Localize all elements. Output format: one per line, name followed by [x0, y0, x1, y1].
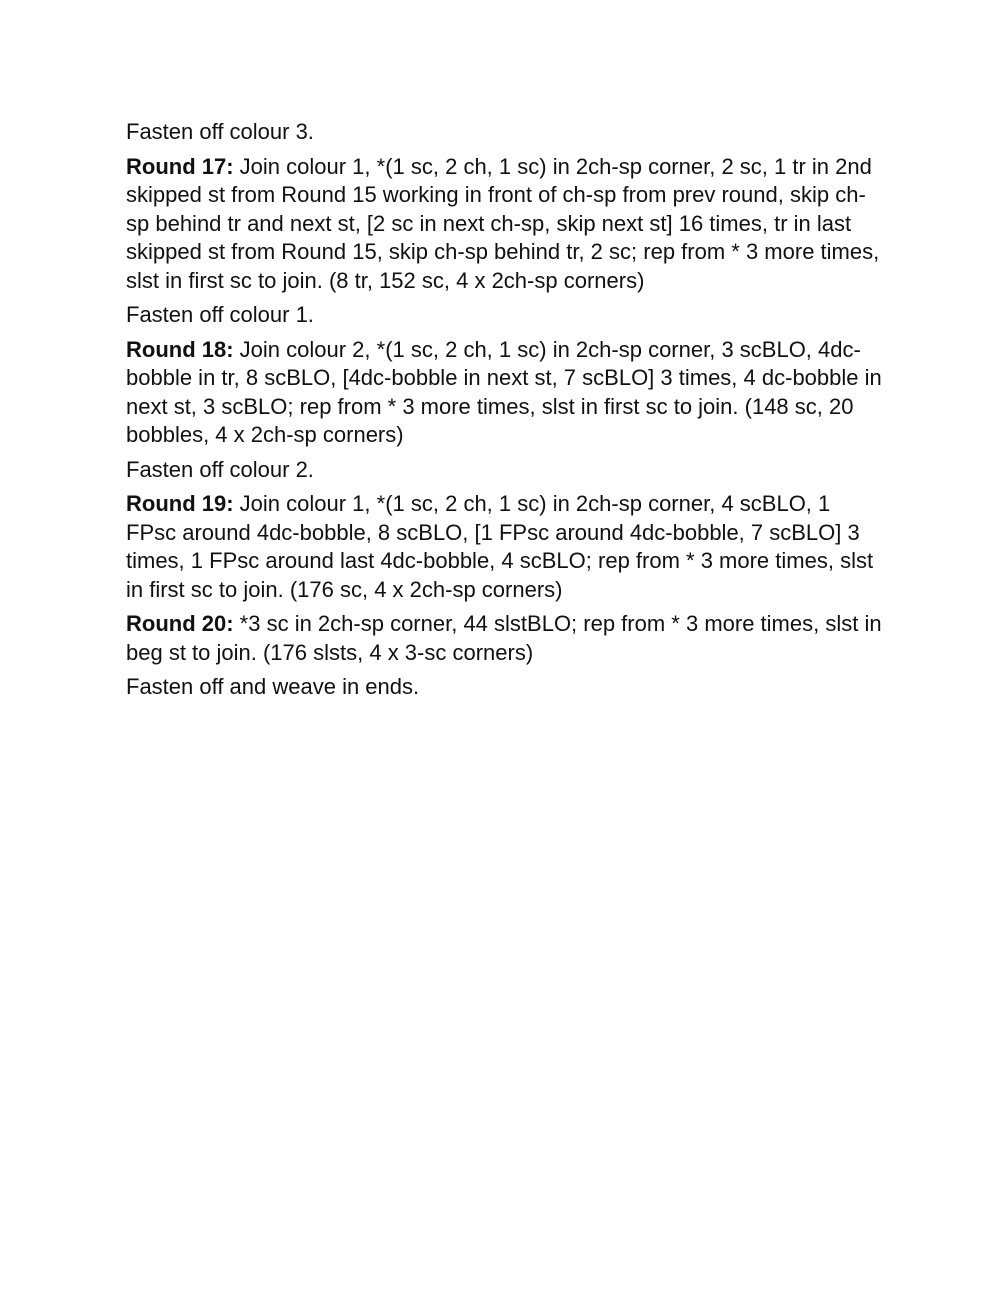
paragraph-round-19: [126, 490, 886, 604]
paragraph-text: Join colour 2, *(1 sc, 2 ch, 1 sc) in 2ch-sp corner, 3 scBLO, 4dc-bobble in tr, 8 scBLO, [4dc-bobble in next st, 7 scBLO] 3 times, 4 dc-bobble in next st, 3 scBLO; rep from * 3 more times, slst in first sc to join. (148 sc, 20 bobbles, 4 x 2ch-sp corners): [126, 336, 882, 447]
paragraph-text: Fasten off and weave in ends.: [126, 674, 420, 699]
document-page: [126, 118, 886, 708]
paragraph-text: Fasten off colour 2.: [126, 456, 314, 482]
paragraph-text: Join colour 1, *(1 sc, 2 ch, 1 sc) in 2ch-sp corner, 2 sc, 1 tr in 2nd skipped st from Round 15 working in front of ch-sp from prev round, skip ch-sp behind tr and next st, [2 sc in next ch-sp, skip next st] 16 times, tr in last skipped st from Round 15, skip ch-sp behind tr, 2 sc; rep from * 3 more times, slst in first sc to join. (8 tr, 152 sc, 4 x 2ch-sp corners): [126, 153, 880, 293]
round-label: Round 19:: [126, 491, 234, 516]
round-label: Round 20:: [126, 611, 234, 636]
paragraph-text: Fasten off colour 3.: [126, 119, 314, 144]
paragraph-round-18: [126, 336, 886, 450]
paragraph-round-17: [126, 153, 886, 296]
round-label: Round 17:: [126, 153, 234, 179]
paragraph-fasten-off-colour-3: [126, 118, 886, 147]
paragraph-fasten-off-colour-1: [126, 301, 886, 330]
round-label: Round 18:: [126, 336, 234, 362]
paragraph-text: Fasten off colour 1.: [126, 302, 314, 327]
paragraph-text: Join colour 1, *(1 sc, 2 ch, 1 sc) in 2ch-sp corner, 4 scBLO, 1 FPsc around 4dc-bobble, 8 scBLO, [1 FPsc around 4dc-bobble, 7 scBLO] 3 times, 1 FPsc around last 4dc-bobble, 4 scBLO; rep from * 3 more times, slst in first sc to join. (176 sc, 4 x 2ch-sp corners): [126, 491, 874, 602]
paragraph-fasten-off-final: [126, 673, 886, 702]
paragraph-fasten-off-colour-2: [126, 456, 886, 485]
paragraph-round-20: [126, 610, 886, 667]
paragraph-text: *3 sc in 2ch-sp corner, 44 slstBLO; rep from * 3 more times, slst in beg st to join. (176 slsts, 4 x 3-sc corners): [126, 611, 882, 665]
